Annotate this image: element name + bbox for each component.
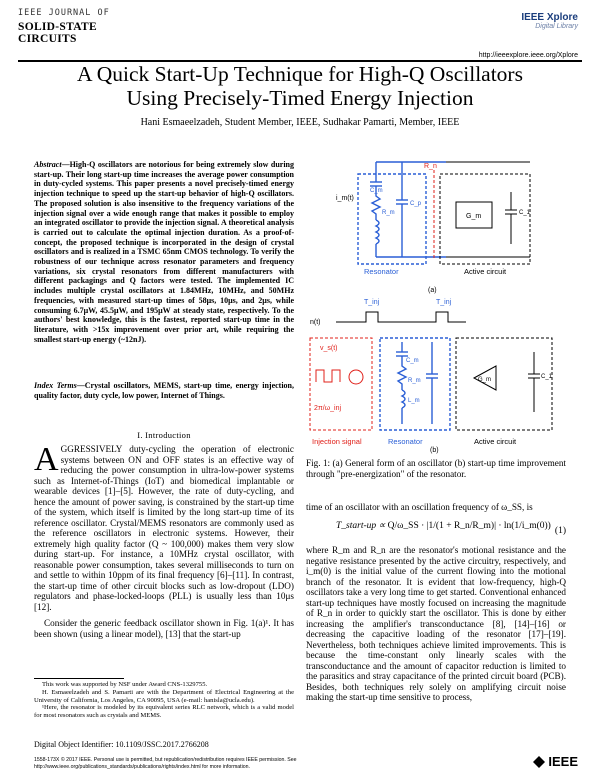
fig-lm-label-b: L_m	[408, 398, 420, 404]
fig-tinj-label-2: T_inj	[436, 299, 452, 306]
paper-title: A Quick Start-Up Technique for High-Q Oscillators Using Precisely-Timed Energy Injection	[77, 62, 523, 110]
abstract	[34, 160, 294, 344]
intro-paragraph-2: Consider the generic feedback oscillator shown in Fig. 1(a)¹. It has been shown (using a linear model), [13] that the start-up	[34, 618, 294, 639]
ieee-diamond-icon	[533, 756, 545, 768]
fig-cm-label-b: C_m	[406, 358, 419, 364]
vs-waveform	[316, 370, 340, 382]
section-heading: I. Introduction	[137, 430, 191, 440]
fig-resonator-label-a: Resonator	[364, 267, 399, 276]
index-terms-label: Index Terms	[34, 381, 77, 390]
footnote-rule	[34, 678, 124, 679]
fig-rm-label-b: R_m	[408, 378, 421, 384]
xplore-sub: Digital Library	[535, 23, 578, 30]
index-terms-text: —Crystal oscillators, MEMS, start-up time, energy injection, quality factor, duty cycle, low power, Internet of Things.	[34, 381, 295, 400]
fig-label-b: (b)	[430, 447, 439, 454]
drop-cap: A	[34, 441, 59, 478]
fig-b-active	[456, 338, 552, 430]
footnote-affiliation: H. Esmaeelzadeh and S. Pamarti are with the Department of Electrical Engineering at the University of California, Los Angeles, CA 90095, USA (e-mail: hanisla@ucla.edu).	[34, 688, 294, 704]
fig-rn-label: R_n	[424, 163, 437, 170]
vs-source-icon	[349, 370, 363, 384]
xplore-logo	[521, 12, 578, 30]
fig-gm-label-a: G_m	[466, 213, 482, 220]
fig-n-label: n(t)	[310, 319, 321, 326]
eq-rhs: Q/ω_SS · |1/(1 + R_n/R_m)| · ln(1/i_m(0))	[387, 521, 551, 531]
equation-number: (1)	[554, 526, 566, 536]
xplore-main: IEEE Xplore	[521, 12, 578, 23]
fig-injection-label: Injection signal	[312, 437, 362, 446]
eq-lhs: T_start-up ∝	[336, 521, 386, 531]
fig-active-label-a: Active circuit	[464, 267, 507, 276]
fig-im-label: i_m(t)	[336, 195, 354, 202]
authors: Hani Esmaeelzadeh, Student Member, IEEE, Sudhakar Pamarti, Member, IEEE	[140, 117, 460, 128]
fig-tinj-label-1: T_inj	[364, 299, 380, 306]
fig-c1-label-a: C_1	[519, 210, 531, 216]
journal-top-label: IEEE JOURNAL OF	[18, 8, 110, 18]
fig-c1-label-b: C_1	[541, 374, 553, 380]
fig-a-active	[440, 162, 530, 264]
index-terms	[34, 381, 294, 400]
fig-rm-label: R_m	[382, 210, 395, 216]
fig-a-resonator	[358, 162, 446, 264]
intro-paragraph-1: AGGRESSIVELY duty-cycling the operation of electronic systems between ON and OFF states is an effective way of reducing the power consumption in ultra-low-power systems such as Internet-of-Things (IoT) and biomedical implantable or wearable devices [1]–[5]. However, the rate of duty-cycling, and hence the amount of power saving, is constrained by the start-up time of the system, which itself is limited by the long start-up time of its reference oscillator. Crystal/MEMS resonators are commonly used as the reference oscillators in electronic systems. However, their extremely high quality factor (Q ~ 100,000) makes them very slow during start-up. For instance, a 10MHz crystal oscillator, with reasonable power consumption, takes several milliseconds to turn on and settle to within 10ppm of its final frequency [6]–[11]. In contrast, the start-up time of other circuit blocks such as low-dropout (LDO) regulators and phase-locked-loops (PLL) is usually less than 10μs [12].	[34, 441, 294, 612]
fig-cp-label-a: C_p	[410, 201, 422, 207]
tinj-pulses	[336, 312, 466, 322]
figure-caption: Fig. 1: (a) General form of an oscillator (b) start-up time improvement through "pre-energization" of the resonator.	[306, 458, 566, 479]
xplore-url-link[interactable]: http://ieeexplore.ieee.org/Xplore	[478, 52, 578, 59]
fig-period-label: 2π/ω_inj	[314, 405, 342, 412]
equation-1	[306, 520, 566, 542]
fig-b-resonator	[380, 338, 450, 430]
fig-gm-label-b: G_m	[478, 377, 492, 383]
fig-label-a: (a)	[428, 287, 437, 294]
abstract-text: —High-Q oscillators are notorious for being extremely slow during start-up. Their long start-up time increases the average power consumption in duty-cycled systems. This paper presents a novel precisely-timed energy injection technique to speed up the start-up behavior of high-Q oscillators. The proposed solution is also insensitive to the frequency variations of the injection signal over a wide enough range that makes it possible to employ an integrated oscillator to provide the injection signal. A theoretical analysis is carried out to calculate the optimal injection duration. As a proof-of-concept, the proposed technique is incorporated in the design of crystal oscillators and is realized in a TSMC 65nm CMOS technology. To verify the robustness of our technique across resonator parameters and frequency variations, six crystal resonators from different manufacturers with different packagings and Q factors were tested. The implemented IC includes multiple crystal oscillators at 1.84MHz, 10MHz, and 50MHz frequencies, with measured start-up times of 58μs, 10μs, and 2μs, while consuming 6.7μW, 45.5μW, and 195μW at steady state, respectively. To the authors' best knowledge, this is the fastest, reported start-up time in the literature, with >15x improvement over prior art, while requiring the smallest start-up energy (~12nJ).	[34, 160, 294, 344]
resonator-box-a	[358, 174, 426, 264]
right-paragraph-2: where R_m and R_n are the resonator's motional resistance and the negative resistance presented by the active circuitry, respectively, and i_m(0) is the initial value of the current flowing into the motional branch of the resonator. It is evident that low-frequency, high-Q oscillators take a very long time to get started. Conventional enhanced start-up techniques have mostly focused on increasing the magnitude of R_n in order to quickly start the oscillator. This is done by either increasing the amplifier's transconductance [8], [14]–[16] or decreasing the capacitive loading of the resonator [17]–[19]. Nevertheless, both techniques achieve limited improvements. This is because the time-constant only linearly scales with the transconductance and the amount of capacitor reduction is limited to the parasitics and stray capacitance of the printed circuit board (PCB). Besides, both techniques rely solely on amplifying circuit noise making the start-up time sensitive to process,	[306, 545, 566, 702]
footnote-funding: This work was supported by NSF under Award CNS-1329755.	[42, 681, 208, 688]
doi: Digital Object Identifier: 10.1109/JSSC.2017.2766208	[34, 740, 209, 749]
fig-vs-label: v_s(t)	[320, 345, 338, 352]
ieee-logo: IEEE	[533, 754, 578, 769]
fig-resonator-label-b: Resonator	[388, 437, 423, 446]
copyright-notice: 1558-173X © 2017 IEEE. Personal use is permitted, but republication/redistribution requires IEEE permission. See http://www.ieee.org/publications_standards/publications/rights/index.html for more information.	[34, 757, 297, 770]
abstract-label: Abstract	[34, 160, 62, 169]
footnote-1: ¹Here, the resonator is modeled by its equivalent series RLC network, which is a valid model for most resonators such as crystals and MEMS.	[34, 704, 294, 720]
fig-cm-label: C_m	[370, 188, 383, 194]
right-paragraph-1: time of an oscillator with an oscillation frequency of ω_SS, is	[306, 502, 533, 512]
footnotes	[34, 681, 294, 720]
figure-1	[306, 152, 568, 454]
journal-name: SOLID-STATE CIRCUITS	[18, 21, 97, 45]
fig-active-label-b: Active circuit	[474, 437, 517, 446]
